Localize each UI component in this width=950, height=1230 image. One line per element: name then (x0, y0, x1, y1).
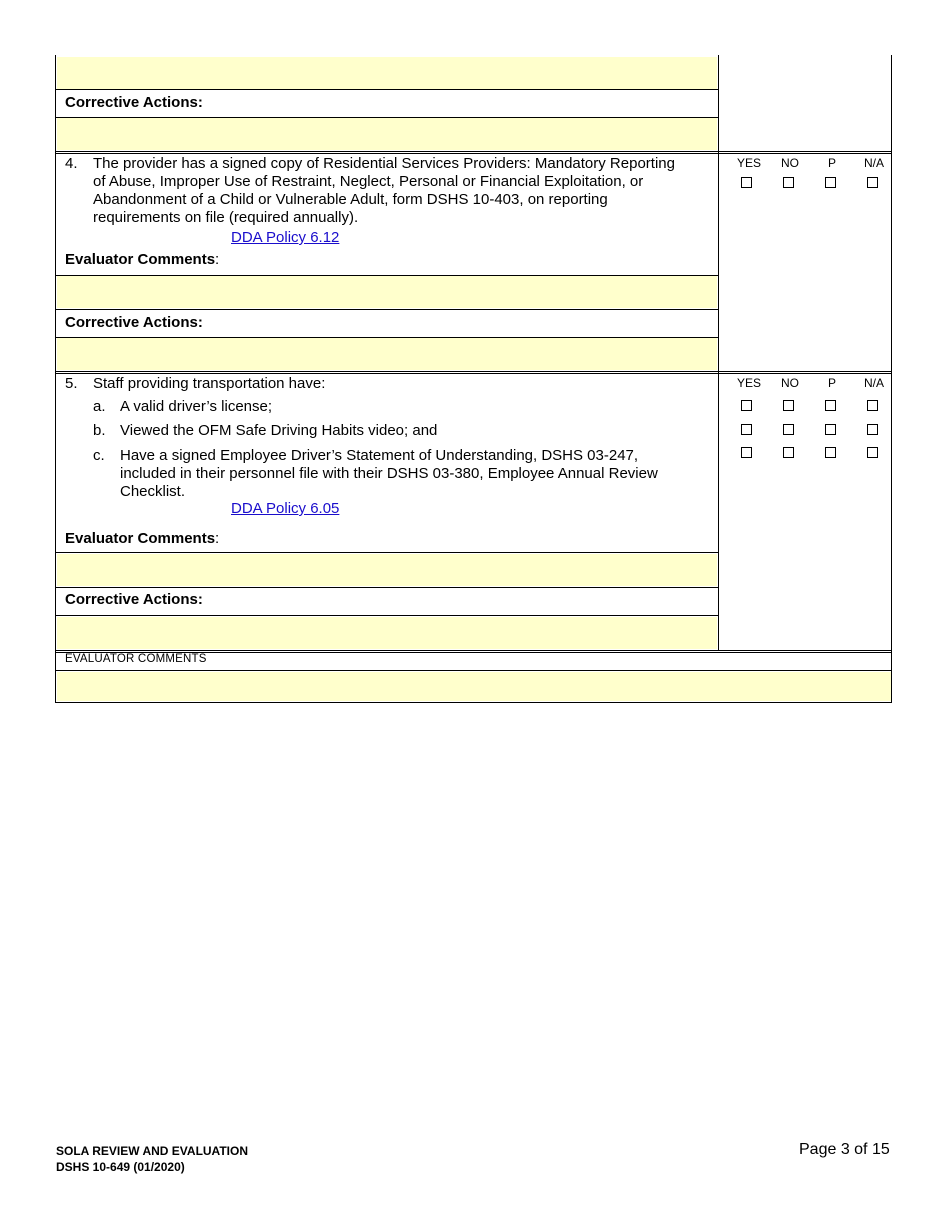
sep-b (56, 117, 718, 118)
item5-no-header: NO (781, 376, 799, 390)
row-sep-4-5b (55, 373, 892, 374)
item5-sub-c-line1: Have a signed Employee Driver’s Statement of Understanding, DSHS 03-247, (120, 447, 639, 464)
item5c-p-checkbox[interactable] (825, 447, 836, 458)
item5-corrective-actions-field[interactable] (57, 617, 717, 649)
sep-h (56, 615, 718, 616)
item5c-no-checkbox[interactable] (783, 447, 794, 458)
border-bottom (55, 702, 892, 703)
item5-sub-c-text (120, 447, 710, 501)
item5-comment-field[interactable] (57, 554, 717, 586)
item5b-no-checkbox[interactable] (783, 424, 794, 435)
item4-policy-link[interactable]: DDA Policy 6.12 (231, 229, 340, 246)
item5-intro: Staff providing transportation have: (93, 375, 326, 392)
sep-f (56, 552, 718, 553)
item5-yes-header: YES (737, 376, 762, 390)
item5-p-header: P (828, 376, 837, 390)
item4-yes-checkbox[interactable] (741, 177, 752, 188)
item4-p-header: P (828, 156, 837, 170)
item4-no-header: NO (781, 156, 799, 170)
item5-sub-c-line3: Checklist. (120, 483, 186, 500)
item4-corrective-actions-field[interactable] (57, 338, 717, 370)
row-sep-5-ca (55, 650, 892, 651)
sep-a (56, 89, 718, 90)
item5-evaluator-comments-label (65, 530, 219, 547)
item4-text (93, 155, 713, 227)
item4-na-checkbox[interactable] (867, 177, 878, 188)
item5c-na-checkbox[interactable] (867, 447, 878, 458)
item5-sub-a-letter: a. (93, 398, 106, 415)
item5a-no-checkbox[interactable] (783, 400, 794, 411)
evaluator-comments-field[interactable] (57, 672, 891, 701)
sep-g (56, 587, 718, 588)
item5a-na-checkbox[interactable] (867, 400, 878, 411)
item4-na-header: N/A (864, 156, 885, 170)
footer-title: SOLA REVIEW AND EVALUATION (56, 1144, 248, 1158)
column-divider (718, 55, 719, 650)
sep-c (56, 275, 718, 276)
evaluator-comments-text: Evaluator Comments (65, 530, 216, 547)
item5a-yes-checkbox[interactable] (741, 400, 752, 411)
row-sep-5-cb (55, 652, 892, 653)
item4-corrective-actions-label: Corrective Actions: (65, 314, 203, 331)
item4-line3: Abandonment of a Child or Vulnerable Adult, form DSHS 10-403, on reporting (93, 191, 608, 208)
sep-d (56, 309, 718, 310)
colon: : (215, 251, 220, 268)
item5b-na-checkbox[interactable] (867, 424, 878, 435)
comments-inner-sep (55, 670, 892, 671)
item4-number: 4. (65, 155, 78, 172)
item5b-p-checkbox[interactable] (825, 424, 836, 435)
corrective-actions-field-item3[interactable] (57, 118, 717, 150)
item5-policy-link[interactable]: DDA Policy 6.05 (231, 500, 340, 517)
item4-comment-field[interactable] (57, 276, 717, 308)
row-sep-4-5a (55, 371, 892, 372)
item4-no-checkbox[interactable] (783, 177, 794, 188)
item5-na-header: N/A (864, 376, 885, 390)
footer-form-number: DSHS 10-649 (01/2020) (56, 1160, 185, 1174)
corrective-actions-label-item3: Corrective Actions: (65, 94, 203, 111)
item4-yes-header: YES (737, 156, 762, 170)
item4-line2: of Abuse, Improper Use of Restraint, Neglect, Personal or Financial Exploitation, or (93, 173, 644, 190)
item4-p-checkbox[interactable] (825, 177, 836, 188)
item5a-p-checkbox[interactable] (825, 400, 836, 411)
sep-e (56, 337, 718, 338)
row-sep-3-4b (55, 153, 892, 154)
item5-number: 5. (65, 375, 78, 392)
item4-line4: requirements on file (required annually). (93, 209, 359, 226)
item5c-yes-checkbox[interactable] (741, 447, 752, 458)
item5-sub-b-letter: b. (93, 422, 106, 439)
comment-field-item3[interactable] (57, 57, 717, 89)
item5-sub-a-text: A valid driver’s license; (120, 398, 273, 415)
item5-sub-b-text: Viewed the OFM Safe Driving Habits video; and (120, 422, 438, 439)
colon: : (215, 530, 220, 547)
row-sep-3-4a (55, 151, 892, 152)
evaluator-comments-header: EVALUATOR COMMENTS (65, 653, 207, 665)
footer-page-number: Page 3 of 15 (799, 1141, 890, 1158)
item5-sub-c-letter: c. (93, 447, 105, 464)
item5-corrective-actions-label: Corrective Actions: (65, 591, 203, 608)
item5b-yes-checkbox[interactable] (741, 424, 752, 435)
evaluator-comments-text: Evaluator Comments (65, 251, 216, 268)
item4-evaluator-comments-label (65, 251, 219, 268)
item4-line1: The provider has a signed copy of Residential Services Providers: Mandatory Reporting (93, 155, 675, 172)
item5-sub-c-line2: included in their personnel file with their DSHS 03-380, Employee Annual Review (120, 465, 658, 482)
